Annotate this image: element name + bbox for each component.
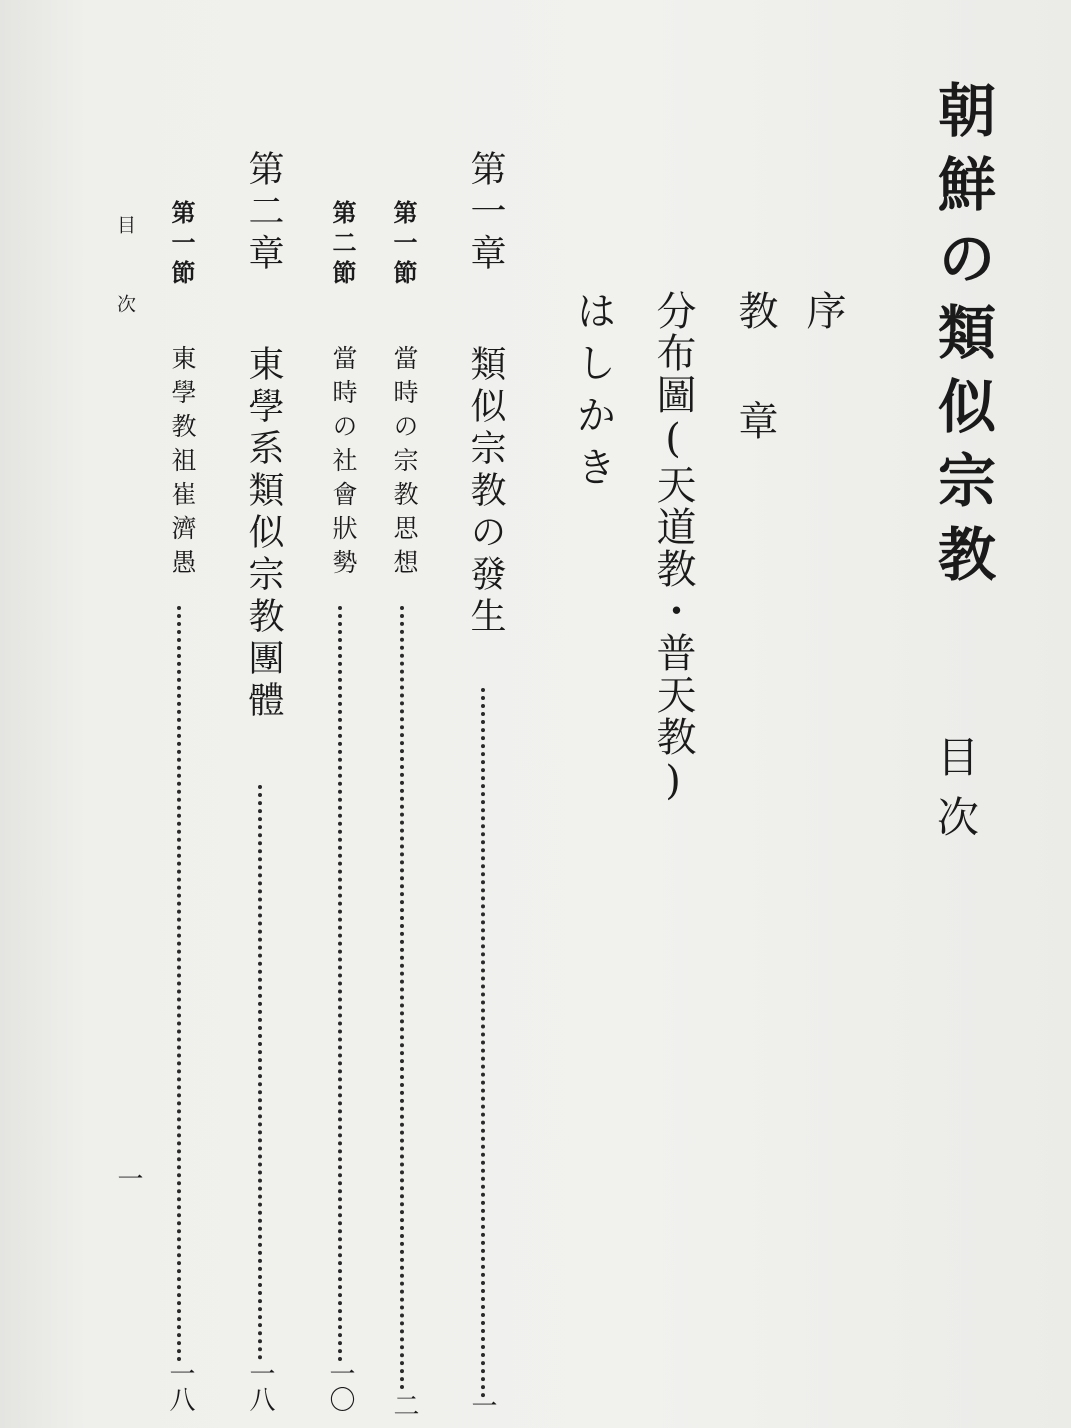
- chapter-2-title: 東學系類似宗教團體: [243, 345, 284, 723]
- ch1-section-1-title: 當時の宗教思想: [390, 345, 419, 583]
- chapter-1-leader: [481, 688, 485, 1398]
- ch2-section-1-title: 東學教祖崔濟愚: [168, 345, 197, 583]
- toc-preface: 序: [800, 290, 846, 342]
- toc-distribution-map: 分布圖(天道教・普天教): [650, 290, 696, 806]
- ch2-section-1-page: 一八: [165, 1360, 195, 1412]
- page-number: 一: [113, 1165, 143, 1191]
- ch1-section-2-page: 一〇: [325, 1360, 355, 1412]
- toc-introduction: はしかき: [570, 290, 616, 498]
- ch1-section-1-page: 二: [389, 1392, 419, 1418]
- ch2-section-1-leader: [177, 606, 181, 1362]
- chapter-2-page: 一八: [245, 1360, 275, 1412]
- ch1-section-2-label: 第二節: [328, 200, 357, 290]
- show-through-ghost: [815, 205, 875, 625]
- toc-emblem: 教章: [732, 290, 778, 510]
- ch1-section-2-title: 當時の社會狀勢: [329, 345, 358, 583]
- ch1-section-1-label: 第一節: [389, 200, 418, 290]
- chapter-2-label: 第二章: [243, 150, 284, 276]
- chapter-1-title: 類似宗教の發生: [465, 345, 506, 639]
- ch2-section-1-label: 第一節: [167, 200, 196, 290]
- ch1-section-2-leader: [338, 606, 342, 1362]
- book-title: 朝鮮の類似宗教: [928, 80, 996, 598]
- running-head: 目次: [114, 215, 136, 373]
- chapter-1-page: 一: [467, 1392, 497, 1418]
- contents-heading: 目次: [931, 735, 980, 855]
- ch1-section-1-leader: [400, 606, 404, 1390]
- chapter-2-leader: [258, 785, 262, 1360]
- chapter-1-label: 第一章: [465, 150, 506, 276]
